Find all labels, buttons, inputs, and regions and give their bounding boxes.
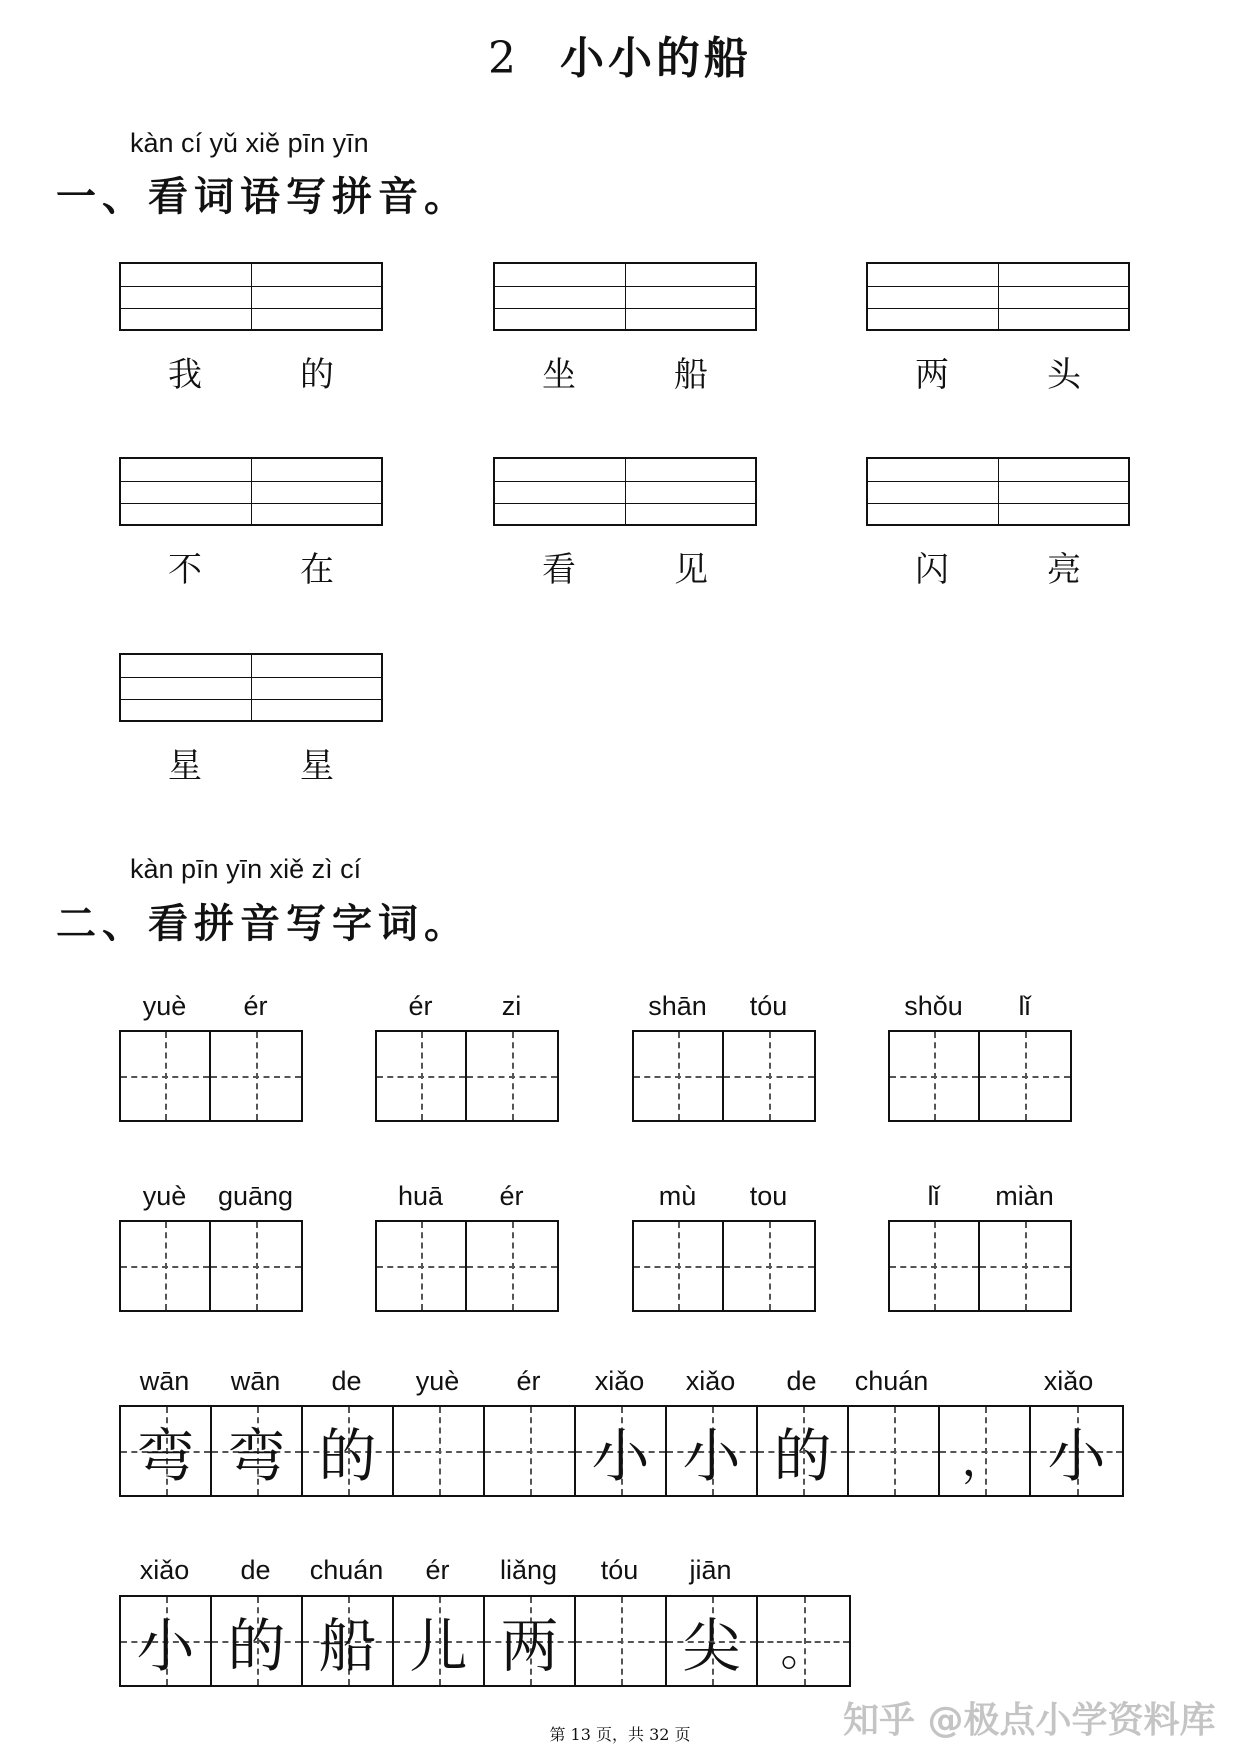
pinyin-writing-grid[interactable]	[493, 262, 757, 331]
sentence-pinyin: yuè	[415, 1366, 460, 1396]
given-character: ，	[961, 1432, 1008, 1486]
pinyin-syllable: lǐ	[927, 1181, 940, 1211]
pinyin-syllable: tóu	[749, 991, 788, 1021]
given-character: 小	[136, 1612, 195, 1680]
writing-cell[interactable]	[890, 1032, 980, 1120]
pinyin-syllable: tou	[749, 1181, 788, 1211]
writing-cell[interactable]	[121, 1597, 212, 1685]
writing-cell[interactable]	[980, 1032, 1070, 1120]
character-writing-grid[interactable]	[375, 1030, 559, 1122]
writing-cell[interactable]	[634, 1032, 724, 1120]
writing-cell[interactable]	[634, 1222, 724, 1310]
pinyin-syllable: yuè	[142, 1181, 187, 1211]
word-char: 两	[915, 355, 949, 395]
sentence-pinyin: xiǎo	[685, 1366, 736, 1396]
given-character	[576, 1597, 665, 1685]
writing-cell[interactable]	[980, 1222, 1070, 1310]
writing-cell[interactable]	[576, 1407, 667, 1495]
word-char: 坐	[542, 355, 576, 395]
sentence-pinyin: xiǎo	[1043, 1366, 1094, 1396]
given-character	[485, 1407, 574, 1495]
sentence2-grid[interactable]	[119, 1595, 851, 1687]
writing-cell[interactable]	[940, 1407, 1031, 1495]
sentence-pinyin: chuán	[854, 1366, 929, 1396]
pinyin-writing-grid[interactable]	[866, 457, 1130, 526]
word-char: 看	[542, 550, 576, 590]
writing-cell[interactable]	[758, 1597, 849, 1685]
pinyin-syllable: zi	[501, 991, 522, 1021]
sentence-pinyin: de	[240, 1555, 271, 1585]
sentence-pinyin: liǎng	[499, 1555, 558, 1585]
sentence-pinyin: xiǎo	[594, 1366, 645, 1396]
word-char: 见	[674, 550, 708, 590]
word-char: 闪	[915, 550, 949, 590]
writing-cell[interactable]	[121, 1222, 211, 1310]
lesson-number: 2	[488, 33, 520, 84]
section1-heading: 一、看词语写拼音。	[56, 174, 470, 220]
pinyin-writing-grid[interactable]	[119, 262, 383, 331]
section2-heading: 二、看拼音写字词。	[56, 901, 470, 947]
word-char: 不	[168, 550, 202, 590]
given-character: 弯	[136, 1422, 195, 1490]
sentence1-grid[interactable]	[119, 1405, 1124, 1497]
sentence-pinyin: ér	[516, 1366, 541, 1396]
writing-cell[interactable]	[467, 1032, 557, 1120]
pinyin-syllable: yuè	[142, 991, 187, 1021]
sentence-pinyin: de	[786, 1366, 817, 1396]
character-writing-grid[interactable]	[632, 1220, 816, 1312]
sentence-pinyin: tóu	[600, 1555, 639, 1585]
pinyin-writing-grid[interactable]	[119, 653, 383, 722]
pinyin-syllable: guāng	[217, 1181, 294, 1211]
word-char: 星	[300, 746, 334, 786]
word-char: 在	[300, 550, 334, 590]
given-character: 尖	[682, 1612, 741, 1680]
given-character: 弯	[227, 1422, 286, 1490]
writing-cell[interactable]	[485, 1407, 576, 1495]
writing-cell[interactable]	[303, 1597, 394, 1685]
given-character: 小	[1047, 1422, 1106, 1490]
pinyin-syllable: miàn	[995, 1181, 1054, 1211]
sentence-pinyin: chuán	[309, 1555, 384, 1585]
page-title	[0, 22, 1240, 86]
writing-cell[interactable]	[724, 1222, 814, 1310]
pinyin-syllable: shǒu	[904, 991, 963, 1021]
pinyin-syllable: ér	[499, 1181, 524, 1211]
writing-cell[interactable]	[758, 1407, 849, 1495]
pinyin-syllable: ér	[243, 991, 268, 1021]
given-character: 的	[773, 1422, 832, 1490]
watermark: 知乎 @极点小学资料库	[843, 1700, 1216, 1741]
character-writing-grid[interactable]	[119, 1030, 303, 1122]
sentence-pinyin: wān	[139, 1366, 190, 1396]
writing-cell[interactable]	[394, 1407, 485, 1495]
given-character: 儿	[409, 1612, 468, 1680]
pinyin-syllable: shān	[648, 991, 707, 1021]
sentence-pinyin: de	[331, 1366, 362, 1396]
writing-cell[interactable]	[377, 1222, 467, 1310]
word-char: 亮	[1047, 550, 1081, 590]
writing-cell[interactable]	[121, 1032, 211, 1120]
writing-cell[interactable]	[212, 1597, 303, 1685]
character-writing-grid[interactable]	[119, 1220, 303, 1312]
pinyin-writing-grid[interactable]	[119, 457, 383, 526]
writing-cell[interactable]	[724, 1032, 814, 1120]
word-char: 头	[1047, 355, 1081, 395]
writing-cell[interactable]	[467, 1222, 557, 1310]
pinyin-syllable: ér	[408, 991, 433, 1021]
page-footer: 第 13 页，共 32 页	[549, 1725, 691, 1744]
given-character: 小	[591, 1422, 650, 1490]
pinyin-syllable: mù	[658, 1181, 697, 1211]
sentence-pinyin: xiǎo	[139, 1555, 190, 1585]
character-writing-grid[interactable]	[888, 1030, 1072, 1122]
writing-cell[interactable]	[667, 1407, 758, 1495]
writing-cell[interactable]	[121, 1407, 212, 1495]
given-character	[394, 1407, 483, 1495]
character-writing-grid[interactable]	[888, 1220, 1072, 1312]
pinyin-writing-grid[interactable]	[493, 457, 757, 526]
word-char: 星	[168, 746, 202, 786]
sentence-pinyin: wān	[230, 1366, 281, 1396]
given-character: 的	[318, 1422, 377, 1490]
given-character: 的	[227, 1612, 286, 1680]
writing-cell[interactable]	[394, 1597, 485, 1685]
sentence-pinyin: ér	[425, 1555, 450, 1585]
word-char: 船	[674, 355, 708, 395]
writing-cell[interactable]	[485, 1597, 576, 1685]
writing-cell[interactable]	[576, 1597, 667, 1685]
writing-cell[interactable]	[212, 1407, 303, 1495]
writing-cell[interactable]	[303, 1407, 394, 1495]
writing-cell[interactable]	[211, 1222, 301, 1310]
character-writing-grid[interactable]	[375, 1220, 559, 1312]
given-character: 两	[500, 1612, 559, 1680]
writing-cell[interactable]	[377, 1032, 467, 1120]
word-char: 的	[300, 355, 334, 395]
writing-cell[interactable]	[849, 1407, 940, 1495]
section2-pinyin: kàn pīn yīn xiě zì cí	[130, 854, 362, 884]
writing-cell[interactable]	[667, 1597, 758, 1685]
section1-pinyin: kàn cí yǔ xiě pīn yīn	[130, 128, 369, 158]
sentence-pinyin: jiān	[689, 1555, 732, 1585]
writing-cell[interactable]	[890, 1222, 980, 1310]
given-character: 。	[780, 1622, 827, 1676]
writing-cell[interactable]	[211, 1032, 301, 1120]
given-character: 船	[318, 1612, 377, 1680]
given-character	[849, 1407, 938, 1495]
writing-cell[interactable]	[1031, 1407, 1122, 1495]
given-character: 小	[682, 1422, 741, 1490]
pinyin-syllable: lǐ	[1018, 991, 1031, 1021]
lesson-title: 小小的船	[560, 33, 752, 84]
pinyin-writing-grid[interactable]	[866, 262, 1130, 331]
pinyin-syllable: huā	[397, 1181, 444, 1211]
character-writing-grid[interactable]	[632, 1030, 816, 1122]
word-char: 我	[168, 355, 202, 395]
